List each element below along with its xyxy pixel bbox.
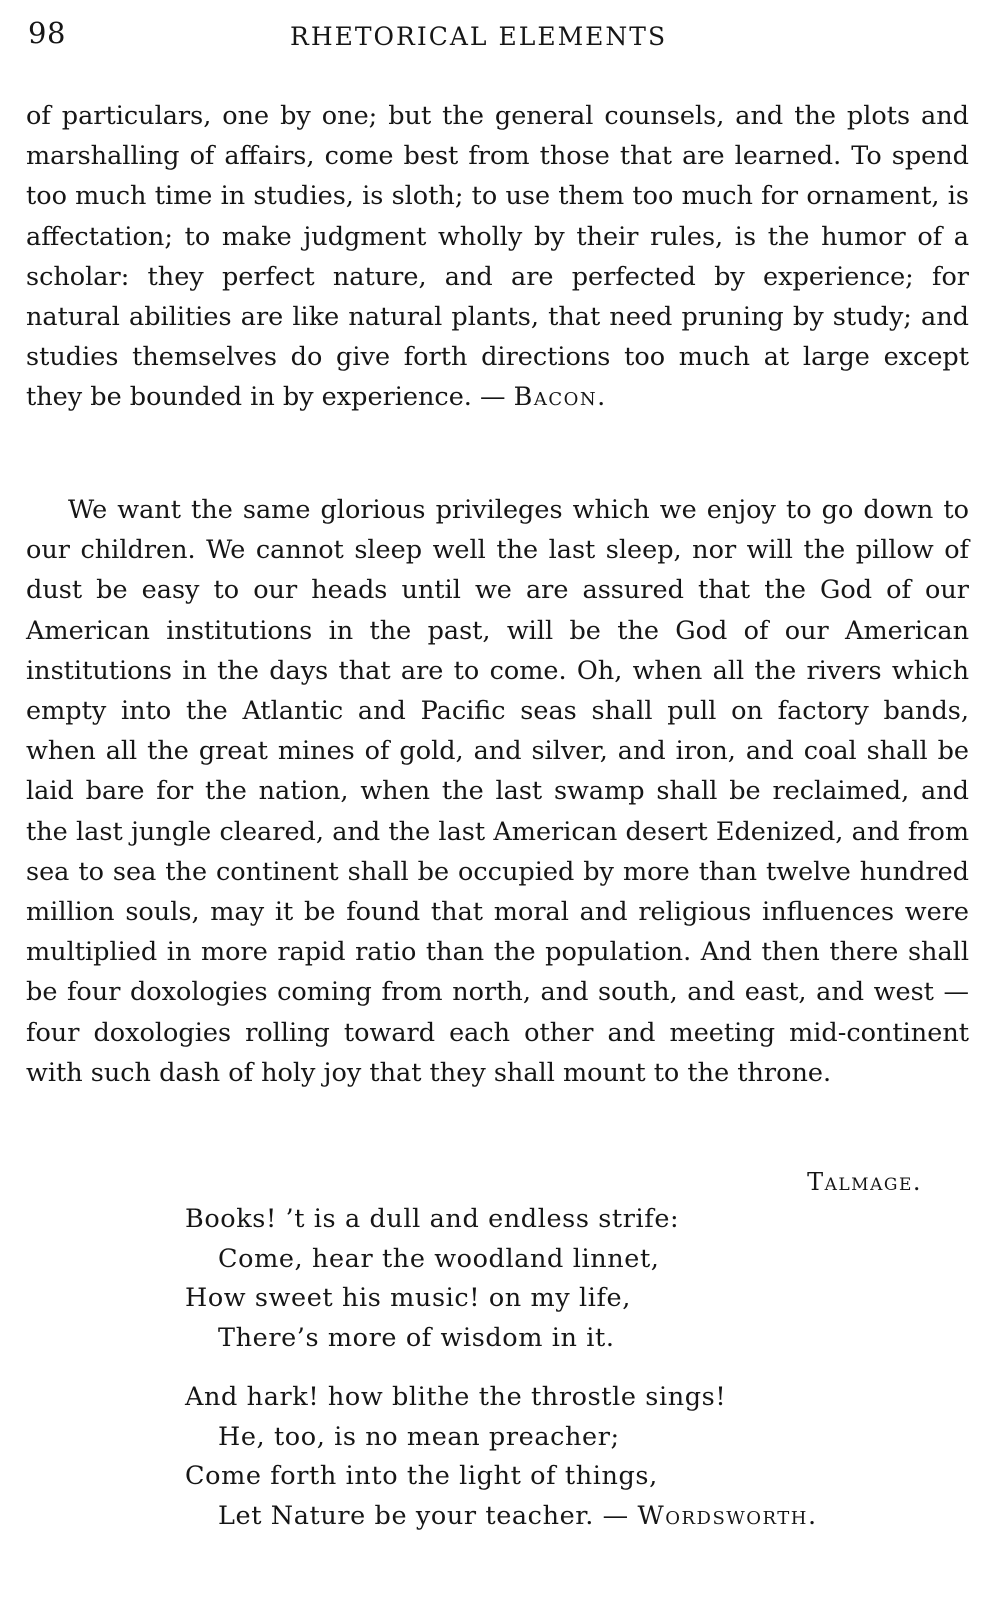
paragraph-text: of particulars, one by one; but the general counsels, and the plots and marshalling of affairs, come best from those that are learned. To spend too much time in studies, is sloth; to use them too much for ornament, is affectation; to make judgment wholly by their rules, is the humor of a scholar: they perfect nature, and are perfected by experience; for natural abilities are like natural plants, that need pruning by study; and studies themselves do give forth directions too much at large except they be bounded in by experience. — xyxy=(26,101,969,413)
paragraph-text: We want the same glorious privileges which we enjoy to go down to our children. We cannot sleep well the last sleep, nor will the pillow of dust be easy to our heads until we are assured that the God of our American institutions in the past, will be the God of our American institutions in the days that are to come. Oh, when all the rivers which empty into the Atlantic and Pacific seas shall pull on factory bands, when all the great mines of gold, and silver, and iron, and coal shall be laid bare for the nation, when the last swamp shall be reclaimed, and the last jungle cleared, and the last American desert Edenized, and from sea to sea the continent shall be occupied by more than twelve hundred million souls, may it be found that moral and religious influences were multiplied in more rapid ratio than the population. And then there shall be four doxologies coming from north, and south, and east, and west — four doxologies rolling toward each other and meeting mid-continent with such dash of holy joy that they shall mount to the throne. xyxy=(26,495,969,1088)
page-header xyxy=(28,16,968,56)
attribution-talmage: Talmage. xyxy=(807,1168,922,1196)
poem-line: How sweet his music! on my life, xyxy=(185,1283,631,1314)
poem-line: Books! ’t is a dull and endless strife: xyxy=(185,1204,680,1234)
poem-line: There’s more of wisdom in it. xyxy=(218,1322,615,1353)
poem-line: Come forth into the light of things, xyxy=(185,1461,658,1492)
poem-line: And hark! how blithe the throstle sings! xyxy=(185,1382,727,1412)
attribution-wordsworth: Wordsworth. xyxy=(637,1500,818,1531)
running-head: RHETORICAL ELEMENTS xyxy=(290,22,668,51)
paragraph-bacon-excerpt xyxy=(26,96,969,418)
attribution-bacon: Bacon. xyxy=(513,382,607,413)
paragraph-talmage-excerpt xyxy=(26,490,969,1093)
poem-line: He, too, is no mean preacher; xyxy=(218,1421,620,1452)
poem-line: Come, hear the woodland linnet, xyxy=(218,1243,660,1274)
poem-last-line xyxy=(185,1497,818,1537)
poem-stanza-2 xyxy=(185,1378,818,1536)
poem-line: Let Nature be your teacher. — xyxy=(218,1500,629,1531)
page-number: 98 xyxy=(28,16,66,50)
poem-stanza-1 xyxy=(185,1200,679,1358)
